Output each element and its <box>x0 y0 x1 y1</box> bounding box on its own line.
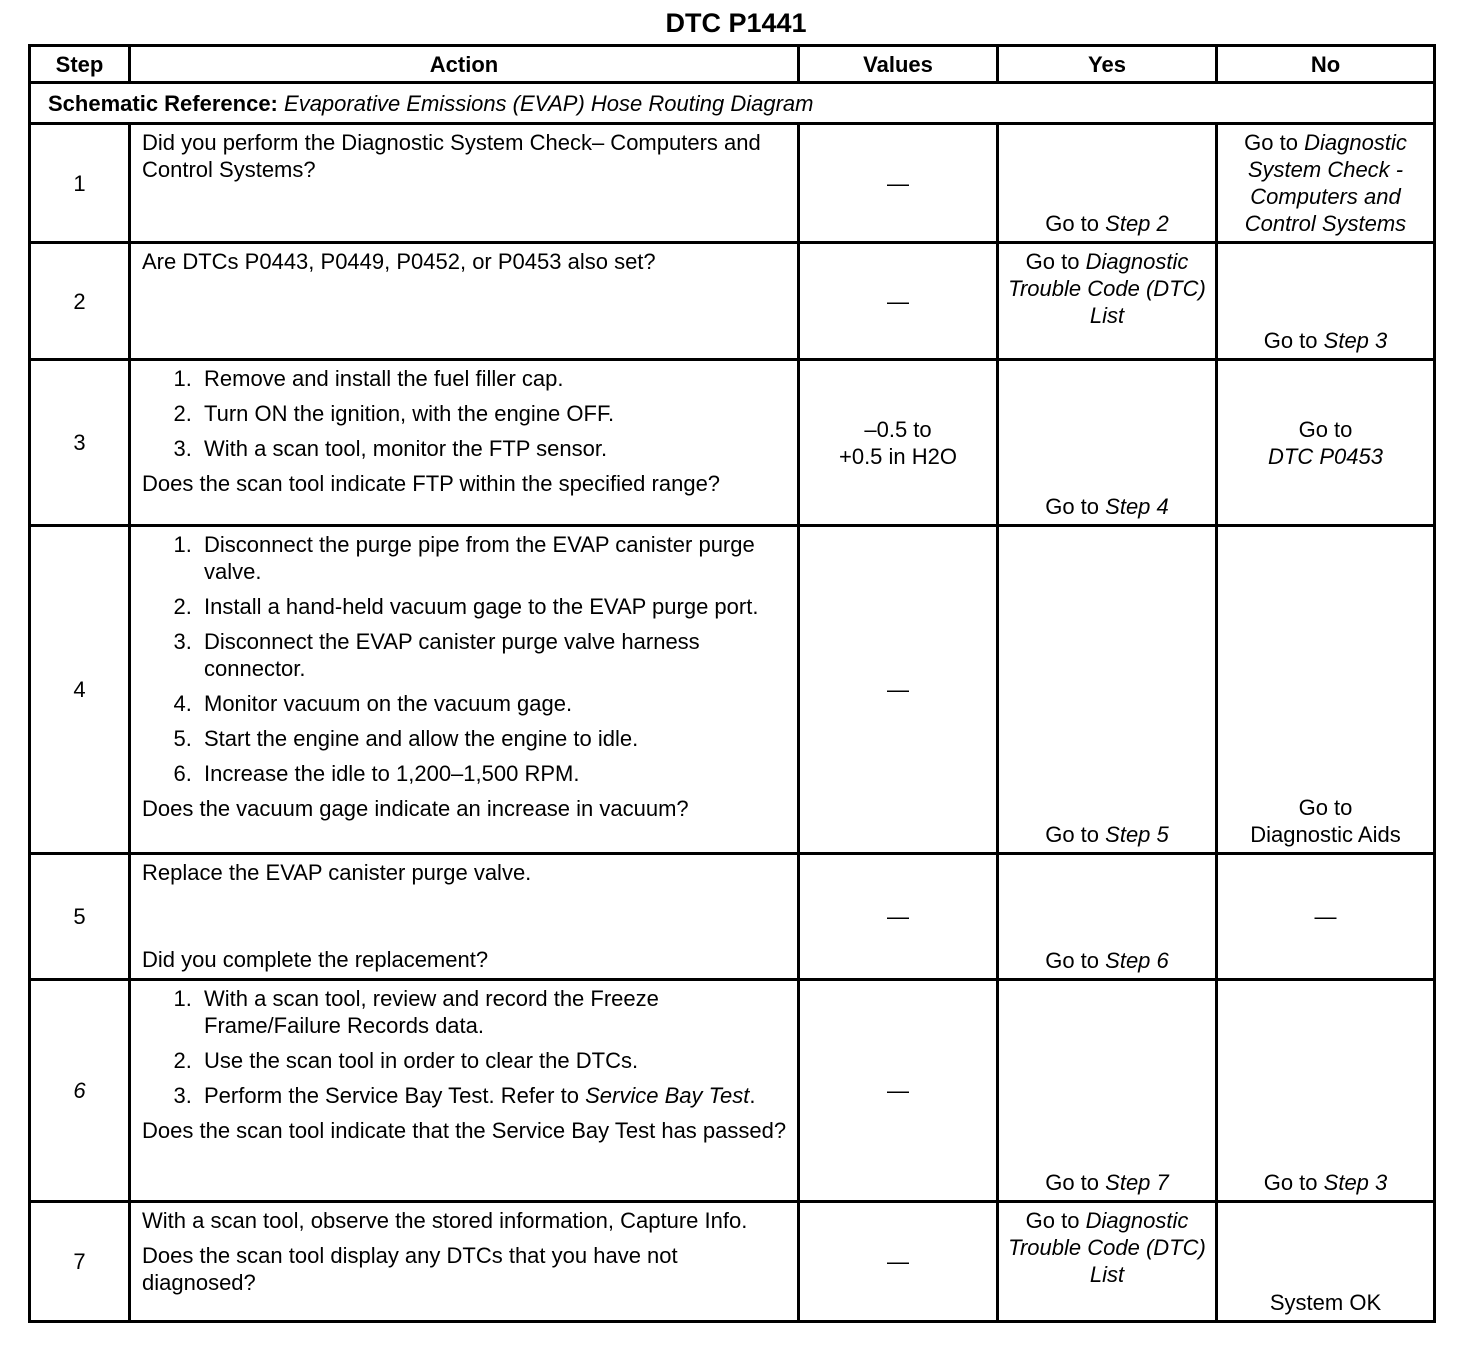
value-cell: — <box>799 124 998 243</box>
goto-label: Go to <box>1045 822 1100 847</box>
list-item: 3. Perform the Service Bay Test. Refer to Service Bay Test. <box>198 1082 787 1109</box>
goto-label: Go to <box>1045 948 1100 973</box>
list-item: 1. With a scan tool, review and record the Freeze Frame/Failure Records data. <box>198 985 787 1039</box>
table-row <box>30 1202 1435 1322</box>
yes-cell <box>998 360 1217 526</box>
list-item: 2. Turn ON the ignition, with the engine OFF. <box>198 400 787 427</box>
header-no: No <box>1217 46 1435 83</box>
list-item: 1. Remove and install the fuel filler cap. <box>198 365 787 392</box>
yes-cell <box>998 1202 1217 1322</box>
header-row <box>30 46 1435 83</box>
action-cell <box>130 854 799 980</box>
no-cell <box>1217 243 1435 360</box>
table-row <box>30 854 1435 980</box>
no-cell <box>1217 360 1435 526</box>
goto-label: Go to <box>1045 1170 1100 1195</box>
no-link[interactable]: Diagnostic System Check - Computers and Control Systems <box>1244 130 1407 236</box>
yes-link[interactable]: Step 5 <box>1105 822 1169 847</box>
header-step: Step <box>30 46 130 83</box>
action-steps <box>142 531 787 787</box>
no-cell <box>1217 124 1435 243</box>
goto-label: Go to <box>1263 328 1318 353</box>
page-title: DTC P1441 <box>665 8 807 38</box>
schematic-ref: Evaporative Emissions (EVAP) Hose Routing Diagram <box>284 90 814 116</box>
value-line: +0.5 in H2O <box>838 443 957 469</box>
list-item: 2. Install a hand-held vacuum gage to the EVAP purge port. <box>198 593 787 620</box>
diagnostic-table <box>28 44 1436 1323</box>
no-link[interactable]: Diagnostic Aids <box>1250 822 1401 847</box>
action-question: Does the scan tool indicate FTP within the specified range? <box>142 471 721 496</box>
step-number <box>30 980 130 1202</box>
action-cell <box>130 124 799 243</box>
action-steps <box>142 985 787 1109</box>
header-yes: Yes <box>998 46 1217 83</box>
step-number: 5 <box>30 854 130 980</box>
action-cell <box>130 360 799 526</box>
list-item-text: Perform the Service Bay Test. Refer to <box>204 1083 579 1108</box>
goto-label: Go to <box>1298 795 1353 820</box>
action-question: Does the scan tool indicate that the Service Bay Test has passed? <box>142 1118 787 1143</box>
yes-link[interactable]: Step 4 <box>1105 494 1169 519</box>
step-number: 4 <box>30 526 130 854</box>
action-question: Does the scan tool display any DTCs that you have not diagnosed? <box>142 1243 678 1295</box>
action-cell <box>130 980 799 1202</box>
goto-label: Go to <box>1025 249 1080 274</box>
action-cell <box>130 243 799 360</box>
action-instruction: Replace the EVAP canister purge valve. <box>142 860 532 885</box>
value-cell: — <box>799 1202 998 1322</box>
value-cell: — <box>799 243 998 360</box>
yes-cell <box>998 526 1217 854</box>
yes-link[interactable]: Diagnostic Trouble Code (DTC) List <box>1008 1208 1206 1287</box>
action-instruction: With a scan tool, observe the stored information, Capture Info. <box>142 1208 748 1233</box>
yes-cell <box>998 980 1217 1202</box>
yes-link[interactable]: Diagnostic Trouble Code (DTC) List <box>1008 249 1206 328</box>
no-link[interactable]: Step 3 <box>1323 1170 1388 1195</box>
goto-label: Go to <box>1263 1170 1318 1195</box>
value-cell <box>799 360 998 526</box>
value-cell: — <box>799 526 998 854</box>
step-number: 3 <box>30 360 130 526</box>
table-row <box>30 526 1435 854</box>
list-item: 3. With a scan tool, monitor the FTP sensor. <box>198 435 787 462</box>
goto-label: Go to <box>1298 416 1353 442</box>
step-number: 7 <box>30 1202 130 1322</box>
yes-link[interactable]: Step 7 <box>1105 1170 1169 1195</box>
goto-label: Go to <box>1045 494 1100 519</box>
list-item: 6. Increase the idle to 1,200–1,500 RPM. <box>198 760 787 787</box>
action-question: Are DTCs P0443, P0449, P0452, or P0453 also set? <box>142 249 656 274</box>
goto-label: Go to <box>1244 130 1298 155</box>
list-item: 2. Use the scan tool in order to clear the DTCs. <box>198 1047 787 1074</box>
step-number: 1 <box>30 124 130 243</box>
yes-cell <box>998 243 1217 360</box>
action-question: Did you complete the replacement? <box>142 947 489 972</box>
table-row <box>30 980 1435 1202</box>
table-row <box>30 243 1435 360</box>
goto-label: Go to <box>1045 211 1100 236</box>
action-steps <box>142 365 787 462</box>
step-number-text: 6 <box>73 1078 86 1103</box>
list-item: 5. Start the engine and allow the engine to idle. <box>198 725 787 752</box>
goto-label: Go to <box>1025 1208 1080 1233</box>
yes-cell <box>998 854 1217 980</box>
action-question: Does the vacuum gage indicate an increase in vacuum? <box>142 796 689 821</box>
list-item: 4. Monitor vacuum on the vacuum gage. <box>198 690 787 717</box>
action-cell <box>130 526 799 854</box>
no-link[interactable]: Step 3 <box>1323 328 1388 353</box>
value-cell: — <box>799 854 998 980</box>
service-bay-link[interactable]: Service Bay Test <box>585 1083 750 1108</box>
step-number: 2 <box>30 243 130 360</box>
value-line: –0.5 to <box>864 416 932 442</box>
header-action: Action <box>130 46 799 83</box>
no-cell <box>1217 980 1435 1202</box>
schematic-label: Schematic Reference: <box>48 90 278 116</box>
header-values: Values <box>799 46 998 83</box>
action-question: Did you perform the Diagnostic System Check– Computers and Control Systems? <box>142 130 761 182</box>
list-item: 3. Disconnect the EVAP canister purge valve harness connector. <box>198 628 787 682</box>
schematic-reference <box>30 83 1435 124</box>
value-cell: — <box>799 980 998 1202</box>
no-cell <box>1217 526 1435 854</box>
list-item: 1. Disconnect the purge pipe from the EVAP canister purge valve. <box>198 531 787 585</box>
yes-cell <box>998 124 1217 243</box>
no-cell[interactable]: System OK <box>1217 1202 1435 1322</box>
yes-link[interactable]: Step 2 <box>1105 211 1169 236</box>
table-row <box>30 360 1435 526</box>
table-row <box>30 124 1435 243</box>
schematic-row <box>30 83 1435 124</box>
no-link[interactable]: DTC P0453 <box>1268 443 1383 469</box>
yes-link[interactable]: Step 6 <box>1105 948 1169 973</box>
action-cell <box>130 1202 799 1322</box>
no-cell: — <box>1217 854 1435 980</box>
